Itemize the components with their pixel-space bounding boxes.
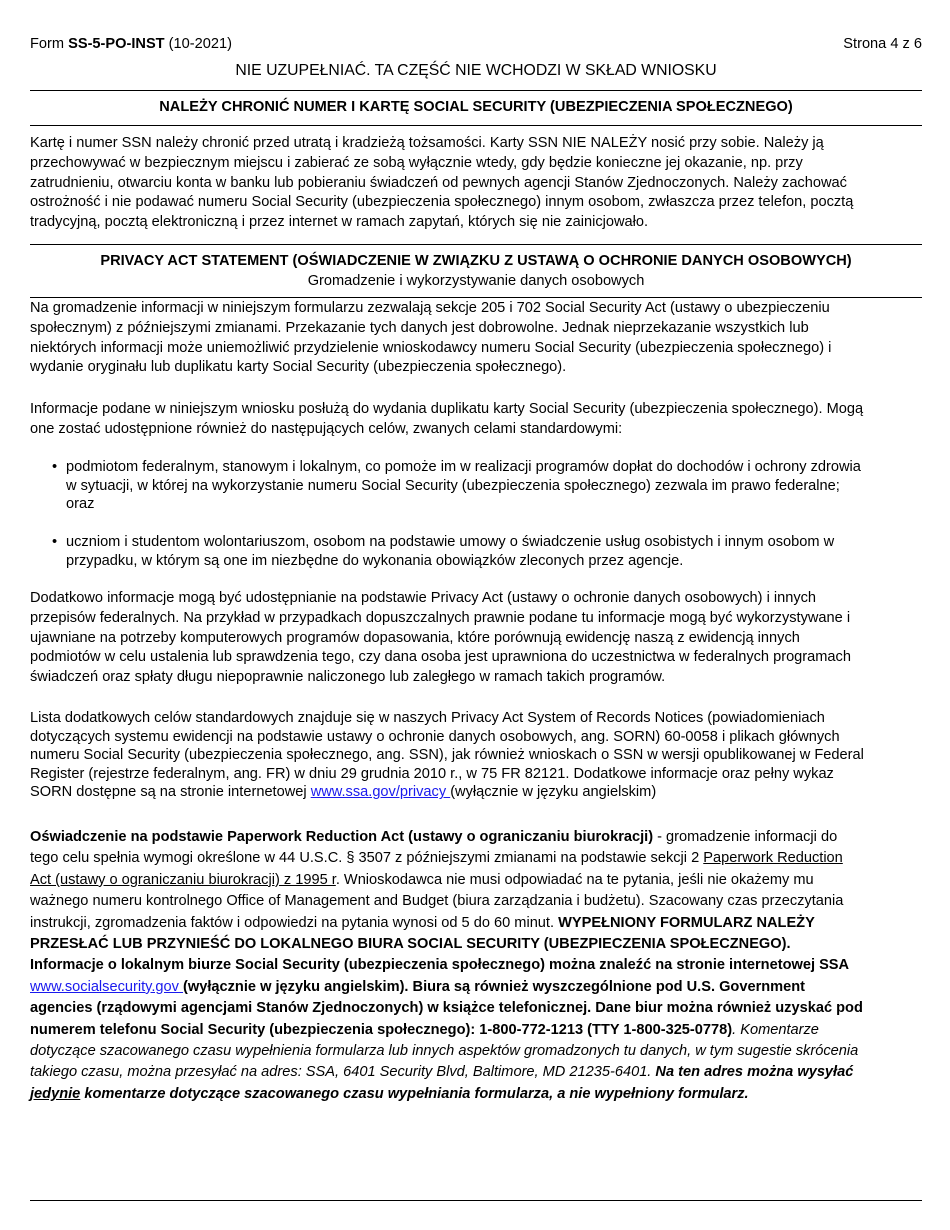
divider: [30, 297, 922, 298]
privacy-section-subtitle: Gromadzenie i wykorzystywanie danych osobowych: [307, 273, 645, 289]
divider: [30, 90, 922, 91]
list-item: • podmiotom federalnym, stanowym i lokalnym, co pomoże im w realizacji programów dopłat do dochodów i ochrony zdrowia w sytuacji, w której na wykorzystanie numeru Social Security (ubezpieczenia społecznego) zezwala im prawo federalne; oraz: [52, 459, 861, 512]
bullet-icon: •: [52, 459, 58, 475]
footer-divider: [30, 1200, 922, 1201]
privacy-paragraph-2: Informacje podane w niniejszym wniosku posłużą do wydania duplikatu karty Social Security (ubezpieczenia społecznego). Mogą one zostać udostępnione również do następujących celów, zwanych celami standardowymi:: [30, 401, 864, 437]
socialsecurity-link[interactable]: www.socialsecurity.gov: [30, 978, 184, 995]
divider: [30, 125, 922, 126]
privacy-paragraph-4: Lista dodatkowych celów standardowych znajduje się w naszych Privacy Act System of Records Notices (powiadomieniach dotyczących systemu ewidencji na podstawie ustawy o ochronie danych osobowych, ang. SORN) 60-0058 i plikach głównych numeru Social Security (ubezpieczenia społecznego, ang. SSN), jak również wnioskach o SSN w wersji opublikowanej w Federal Register (rejestrze federalnym, ang. FR) w dniu 29 grudnia 2010 r., w 75 FR 82121. Dodatkowe informacje oraz pełny wykaz SORN dostępne są na stronie internetowej www.ssa.gov/privacy (wyłącznie w języku angielskim): [30, 710, 864, 801]
divider: [30, 244, 922, 245]
protect-section-title: NALEŻY CHRONIĆ NUMER I KARTĘ SOCIAL SECURITY (UBEZPIECZENIA SPOŁECZNEGO): [159, 99, 793, 115]
bullet-icon: •: [52, 534, 58, 550]
protect-paragraph: Kartę i numer SSN należy chronić przed utratą i kradzieżą tożsamości. Karty SSN NIE NALEŻY nosić przy sobie. Należy ją przechowywać w bezpiecznym miejscu i zabierać ze sobą wyłącznie wtedy, gdy będzie konieczne jej okazanie, np. przy zatrudnieniu, otwarciu konta w banku lub pobieraniu świadczeń od pewnych agencji Stanów Zjednoczonych. Należy zachować ostrożność i nie podawać numeru Social Security (ubezpieczenia społecznego) innym osobom, zwłaszcza przez telefon, pocztą tradycyjną, pocztą elektroniczną i przez internet w ramach zapytań, których się nie zainicjowało.: [30, 135, 854, 231]
privacy-paragraph-1: Na gromadzenie informacji w niniejszym formularzu zezwalają sekcje 205 i 702 Social Security Act (ustawy o ubezpieczeniu społecznym) z późniejszymi zmianami. Przekazanie tych danych jest dobrowolne. Jednak nieprzekazanie wszystkich lub niektórych informacji może uniemożliwić przydzielenie wnioskodawcy numeru Social Security (ubezpieczenia społecznego) i wydanie oryginału lub duplikatu karty Social Security (ubezpieczenia społecznego).: [30, 300, 832, 376]
privacy-section-title: PRIVACY ACT STATEMENT (OŚWIADCZENIE W ZWIĄZKU Z USTAWĄ O OCHRONIE DANYCH OSOBOWYCH): [100, 253, 852, 269]
form-id: Form SS-5-PO-INST (10-2021): [30, 36, 232, 52]
list-item: • uczniom i studentom wolontariuszom, osobom na podstawie umowy o świadczenie usług osobistych i innym osobom w przypadku, w którym są one im niezbędne do wykonania obowiązków zleconych przez agencje.: [52, 534, 835, 569]
page-number: Strona 4 z 6: [843, 36, 922, 52]
privacy-paragraph-3: Dodatkowo informacje mogą być udostępnianie na podstawie Privacy Act (ustawy o ochronie danych osobowych) i innych przepisów federalnych. Na przykład w przypadkach dopuszczalnych prawnie podane tu informacje mogą być wykorzystywane i ujawniane na potrzeby komputerowych programów dopasowania, które porównują ewidencję naszą z ewidencją innych podmiotów w celu ustalenia lub sprawdzenia tego, czy dana osoba jest uprawniona do uczestnictwa w federalnych programach świadczeń oraz spłaty długu niepoprawnie naliczonego lub zaległego w ramach takich programów.: [30, 590, 851, 686]
paperwork-statement: Oświadczenie na podstawie Paperwork Reduction Act (ustawy o ograniczaniu biurokracji) - gromadzenie informacji do tego celu spełnia wymogi określone w 44 U.S.C. § 3507 z późniejszymi zmianami na podstawie sekcji 2 Paperwork Reduction Act (ustawy o ograniczaniu biurokracji) z 1995 r. Wnioskodawca nie musi odpowiadać na te pytania, jeśli nie okażemy mu ważnego numeru kontrolnego Office of Management and Budget (biura zarządzania i budżetu). Szacowany czas przeczytania instrukcji, zgromadzenia faktów i odpowiedzi na pytania wynosi od 5 do 60 minut. WYPEŁNIONY FORMULARZ NALEŻY PRZESŁAĆ LUB PRZYNIEŚĆ DO LOKALNEGO BIURA SOCIAL SECURITY (UBEZPIECZENIA SPOŁECZNEGO). Informacje o lokalnym biurze Social Security (ubezpieczenia społecznego) można znaleźć na stronie internetowej SSA www.socialsecurity.gov (wyłącznie w języku angielskim). Biura są również wyszczególnione pod U.S. Government agencies (rządowymi agencjami Stanów Zjednoczonych) w książce telefonicznej. Dane biur można również uzyskać pod numerem telefonu Social Security (ubezpieczenia społecznego): 1-800-772-1213 (TTY 1-800-325-0778). Komentarze dotyczące szacowanego czasu wypełnienia formularza lub innych aspektów gromadzonych tu danych, w tym sugestie skrócenia takiego czasu, można przesyłać na adres: SSA, 6401 Security Blvd, Baltimore, MD 21235-6401. Na ten adres można wysyłać jedynie komentarze dotyczące szacowanego czasu wypełniania formularza, a nie wypełniony formularz.: [30, 829, 863, 1102]
page-header: [30, 36, 922, 56]
privacy-link[interactable]: www.ssa.gov/privacy: [310, 784, 451, 801]
do-not-fill-notice: NIE UZUPEŁNIAĆ. TA CZĘŚĆ NIE WCHODZI W SKŁAD WNIOSKU: [235, 62, 717, 79]
